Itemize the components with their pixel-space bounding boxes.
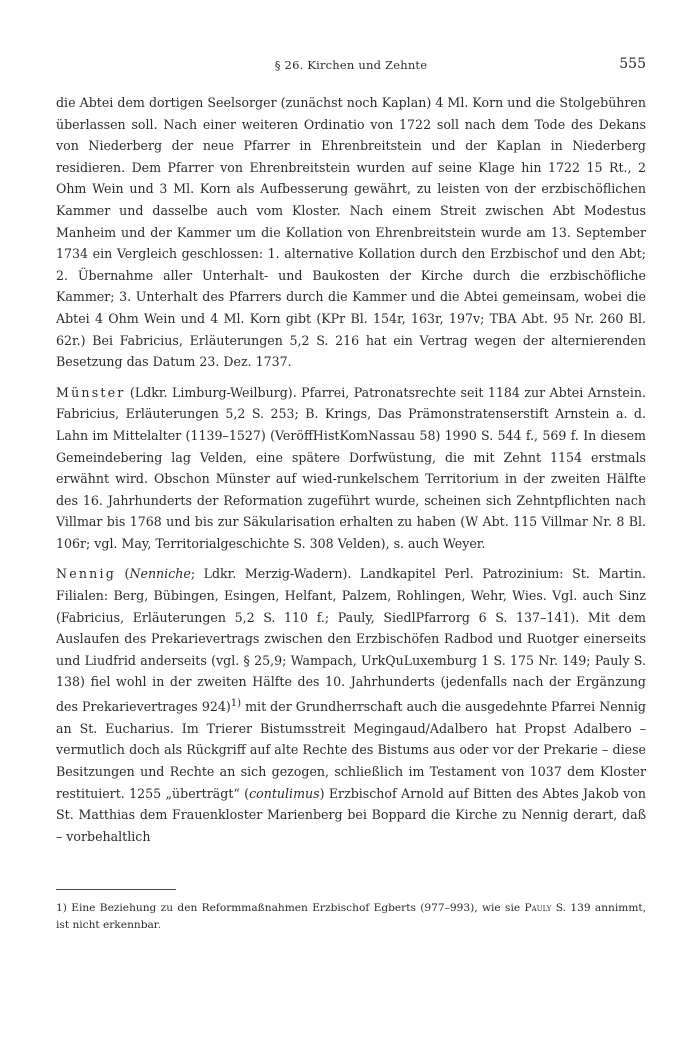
paragraph-text: ( — [115, 566, 130, 582]
page-number: 555 — [619, 56, 646, 72]
paragraph-nennig — [56, 563, 646, 847]
footnote-mark: 1) — [56, 902, 67, 914]
footnote-author: Pauly — [524, 902, 552, 914]
paragraph-ehrenbreitstein — [56, 92, 646, 373]
page-header — [56, 56, 646, 78]
paragraph-text: die Abtei dem dortigen Seelsorger (zunächst noch Kaplan) 4 Ml. Korn und die Stolgebühren überlassen soll. Nach einer weiteren Ordinatio von 1722 soll nach dem Tode des Dekans von Niederberg der neue Pfarrer in Ehrenbreitstein und der Kaplan in Niederberg residieren. Dem Pfarrer von Ehrenbreitstein wurden auf seine Klage hin 1722 15 Rt., 2 Ohm Wein und 3 Ml. Korn als Aufbesserung gewährt, zu leisten von der erzbischöflichen Kammer und dasselbe auch vom Kloster. Nach einem Streit zwischen Abt Modestus Manheim und der Kammer um die Kollation von Ehrenbreitstein wurde am 13. September 1734 ein Vergleich geschlossen: 1. alternative Kollation durch den Erzbischof und den Abt; 2. Übernahme aller Unterhalt- und Baukosten der Kirche durch die erzbischöfliche Kammer; 3. Unterhalt des Pfarrers durch die Kammer und die Abtei gemeinsam, wobei die Abtei 4 Ohm Wein und 4 Ml. Korn gibt (KPr Bl. 154r, 163r, 197v; TBA Abt. 95 Nr. 260 Bl. 62r.) Bei Fabricius, Erläuterungen 5,2 S. 216 hat ein Vertrag wegen der alternierenden Besetzung das Datum 23. Dez. 1737. — [56, 95, 646, 370]
footnote-text: S. 139 annimmt, ist nicht erkennbar. — [56, 902, 646, 931]
latin-term: contulimus — [249, 785, 320, 801]
paragraph-text: (Ldkr. Limburg-Weilburg). Pfarrei, Patronatsrechte seit 1184 zur Abtei Arnstein. Fabricius, Erläuterungen 5,2 S. 253; B. Krings, Das Prämonstratenserstift Arnstein a. d. Lahn im Mittelalter (1139–1527) (VeröffHistKomNassau 58) 1990 S. 544 f., 569 f. In diesem Gemeindebering lag Velden, eine spätere Dorfwüstung, die mit Zehnt 1154 erstmals erwähnt wird. Obschon Münster auf wied-runkelschem Territorium in der zweiten Hälfte des 16. Jahrhunderts der Reformation zugeführt wurde, scheinen sich Zehntpflichten nach Villmar bis 1768 und bis zur Säkularisation erhalten zu haben (W Abt. 115 Villmar Nr. 8 Bl. 106r; vgl. May, Territorialgeschichte S. 308 Velden), s. auch Weyer. — [56, 384, 646, 551]
alternate-name: Nenniche — [129, 566, 191, 582]
footnote — [56, 900, 646, 934]
body-text — [56, 92, 646, 856]
paragraph-muenster — [56, 382, 646, 555]
footnote-reference: 1) — [230, 698, 242, 710]
paragraph-text: ) Erzbischof Arnold auf Bitten des Abtes Jakob von St. Matthias dem Frauenkloster Marienberg bei Boppard die Kirche zu Nennig derart, daß – vorbehaltlich — [56, 785, 646, 844]
paragraph-text: mit der Grundherrschaft auch die ausgedehnte Pfarrei Nennig an St. Eucharius. Im Trierer Bistumsstreit Megingaud/Adalbero hat Propst Adalbero – vermutlich doch als Rückgriff auf alte Rechte des Bistums aus oder vor der Prekarie – diese Besitzungen und Rechte an sich gezogen, schließlich im Testament von 1037 dem Kloster restituiert. 1255 „überträgt“ ( — [56, 699, 646, 801]
running-head: § 26. Kirchen und Zehnte — [274, 58, 428, 72]
place-name: Nennig — [56, 566, 116, 582]
footnote-divider — [56, 889, 176, 890]
paragraph-text: ; Ldkr. Merzig-Wadern). Landkapitel Perl. Patrozinium: St. Martin. Filialen: Berg, Bübingen, Esingen, Helfant, Palzem, Rohlingen, Wehr, Wies. Vgl. auch Sinz (Fabricius, Erläuterungen 5,2 S. 110 f.; Pauly, SiedlPfarrorg 6 S. 137–141). Mit dem Auslaufen des Prekarievertrags zwischen den Erzbischöfen Radbod und Ruotger einerseits und Liudfrid anderseits (vgl. § 25,9; Wampach, UrkQuLuxemburg 1 S. 175 Nr. 149; Pauly S. 138) fiel wohl in der zweiten Hälfte des 10. Jahrhunderts (jedenfalls nach der Ergänzung des Prekarievertrages 924) — [56, 566, 646, 715]
footnote-text: Eine Beziehung zu den Reformmaßnahmen Erzbischof Egberts (977–993), wie sie — [66, 902, 525, 914]
place-name: Münster — [56, 384, 126, 400]
